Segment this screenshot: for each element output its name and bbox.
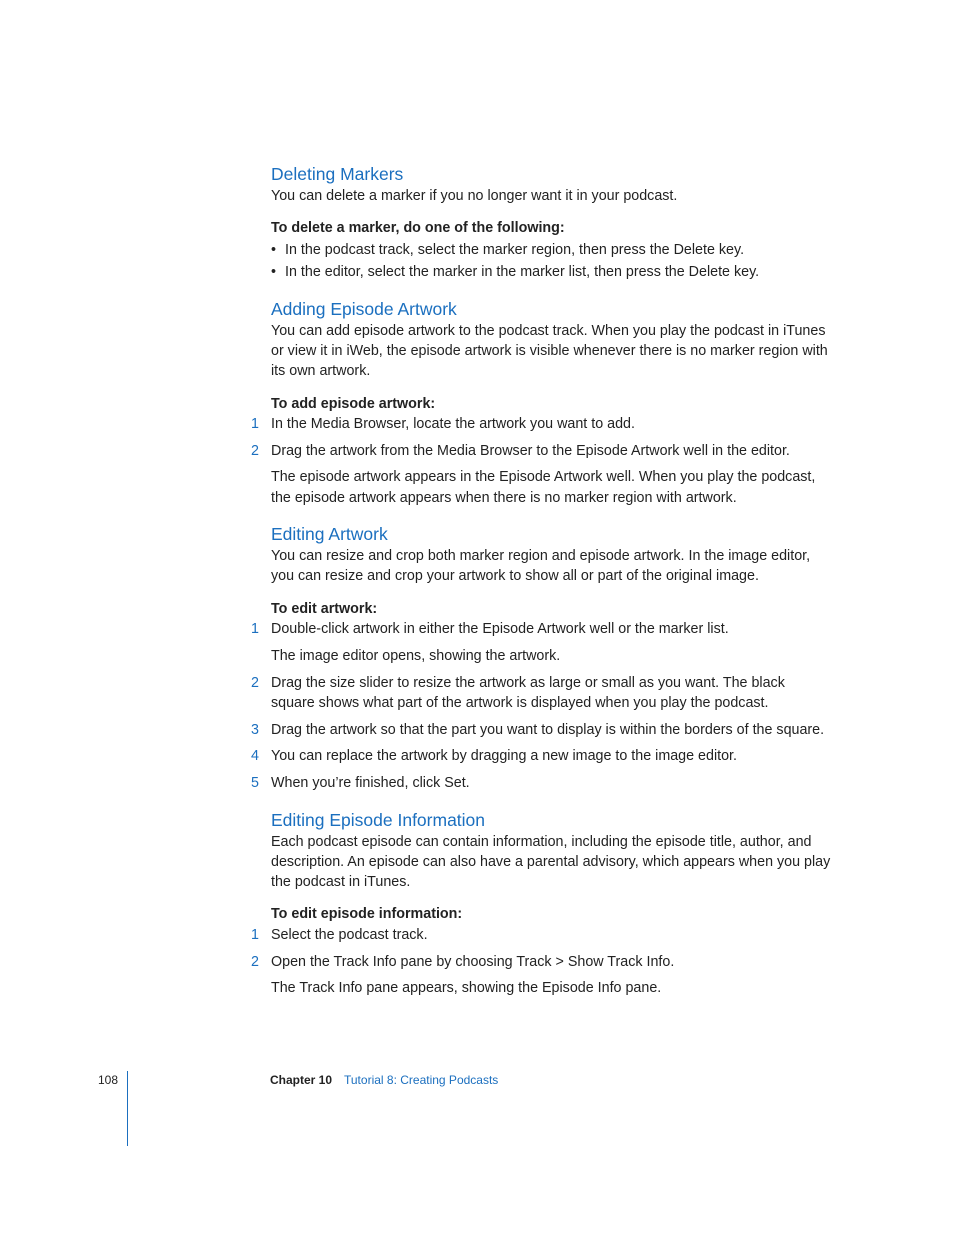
step-note: The image editor opens, showing the artwork. (271, 647, 561, 664)
step-item (251, 746, 831, 766)
footer-divider (127, 1071, 128, 1146)
bullet-text: In the editor, select the marker in the marker list, then press the Delete key. (285, 264, 760, 281)
section-deleting-markers (271, 162, 831, 283)
step-number: 2 (251, 442, 259, 459)
step-item (251, 673, 831, 714)
bullet-icon: • (271, 241, 277, 258)
step-number: 3 (251, 721, 259, 738)
step-number: 1 (251, 926, 259, 943)
step-text: Drag the size slider to resize the artwork as large or small as you want. The black square shows what part of the artwork is displayed when you play the podcast. (271, 674, 785, 711)
step-number: 4 (251, 748, 259, 765)
step-number: 1 (251, 415, 259, 432)
section-heading: Deleting Markers (271, 164, 404, 184)
step-item (251, 619, 831, 639)
step-list (251, 414, 831, 508)
section-heading: Adding Episode Artwork (271, 298, 457, 319)
chapter-label: Chapter 10 (270, 1073, 333, 1087)
step-item (251, 720, 831, 740)
step-list (251, 925, 831, 999)
step-text: Drag the artwork so that the part you want to display is within the borders of the square. (271, 721, 825, 738)
step-item (251, 773, 831, 793)
section-intro: You can delete a marker if you no longer want it in your podcast. (271, 188, 678, 204)
step-number: 2 (251, 674, 259, 691)
bullet-item (271, 240, 831, 260)
procedure-lead: To edit artwork: (271, 600, 378, 617)
procedure-lead: To add episode artwork: (271, 395, 436, 412)
step-number: 1 (251, 620, 259, 637)
step-item (251, 925, 831, 945)
step-item (251, 441, 831, 461)
step-list (251, 619, 831, 794)
chapter-title: Tutorial 8: Creating Podcasts (344, 1073, 499, 1087)
step-number: 2 (251, 953, 259, 970)
section-intro: You can resize and crop both marker region and episode artwork. In the image editor, you can resize and crop your artwork to show all or part of the original image. (271, 548, 811, 585)
procedure-lead: To delete a marker, do one of the following: (271, 220, 565, 237)
section-editing-artwork (251, 522, 831, 793)
step-text: Drag the artwork from the Media Browser to the Episode Artwork well in the editor. (271, 442, 790, 459)
bullet-item (271, 262, 831, 282)
page-number: 108 (98, 1073, 119, 1087)
step-text: Select the podcast track. (271, 926, 428, 943)
step-number: 5 (251, 775, 259, 792)
step-text: In the Media Browser, locate the artwork you want to add. (271, 415, 635, 432)
procedure-lead: To edit episode information: (271, 906, 463, 923)
section-editing-episode-information (251, 808, 831, 999)
step-text: You can replace the artwork by dragging a new image to the image editor. (271, 748, 737, 765)
step-text: Double-click artwork in either the Episode Artwork well or the marker list. (271, 620, 729, 637)
bullet-list (271, 240, 831, 283)
step-item (251, 952, 831, 972)
section-heading: Editing Episode Information (271, 809, 486, 830)
section-intro: Each podcast episode can contain information, including the episode title, author, and description. An episode can also have a parental advisory, which appears when you play the podcast in iTunes. (271, 833, 831, 891)
section-intro: You can add episode artwork to the podcast track. When you play the podcast in iTunes or view it in iWeb, the episode artwork is visible whenever there is no marker region with its own artwork. (271, 322, 828, 380)
bullet-icon: • (271, 264, 277, 281)
step-text: Open the Track Info pane by choosing Track > Show Track Info. (271, 953, 675, 970)
section-adding-episode-artwork (251, 297, 831, 508)
step-note: The Track Info pane appears, showing the Episode Info pane. (271, 980, 662, 997)
step-note: The episode artwork appears in the Episode Artwork well. When you play the podcast, the episode artwork appears when there is no marker region with artwork. (271, 469, 816, 506)
bullet-text: In the podcast track, select the marker region, then press the Delete key. (285, 241, 745, 258)
page-content (251, 162, 831, 1005)
section-heading: Editing Artwork (271, 524, 388, 545)
step-item (251, 414, 831, 434)
step-text: When you’re finished, click Set. (271, 775, 470, 792)
